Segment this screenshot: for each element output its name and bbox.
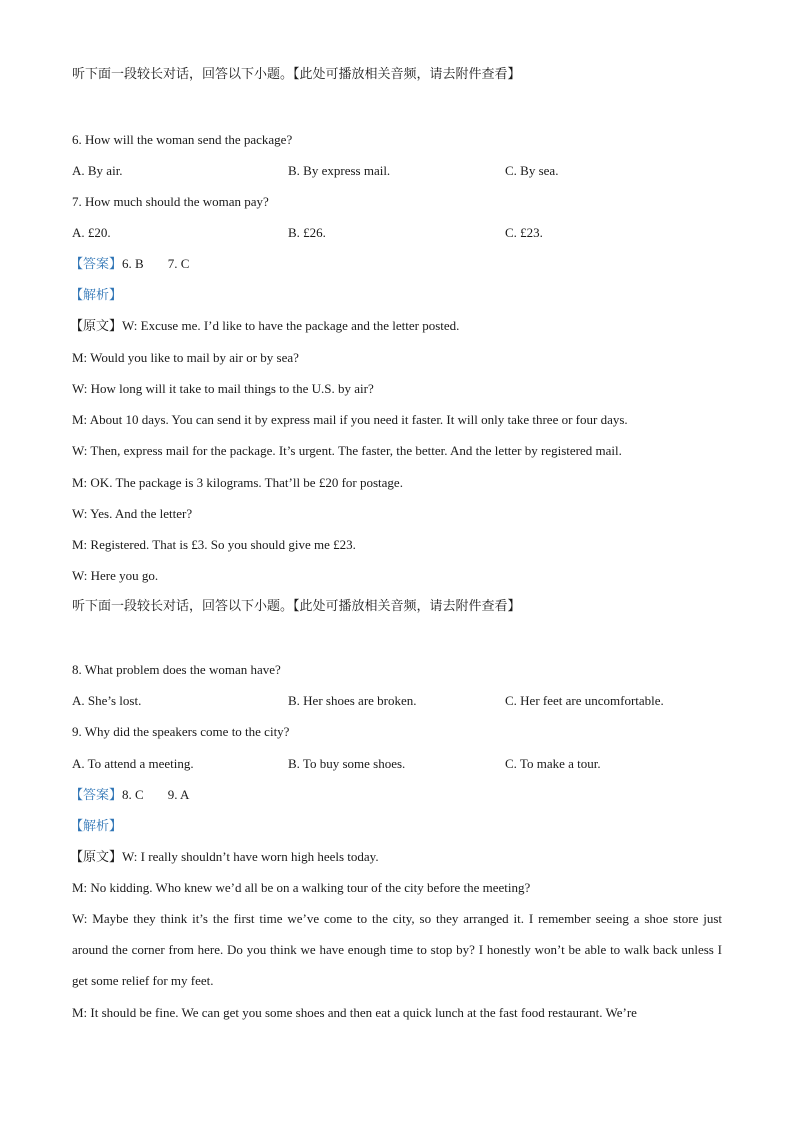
q8-option-a: A. She’s lost. — [72, 693, 142, 708]
answer-line-2 — [70, 787, 189, 804]
q7-option-a: A. £20. — [72, 225, 111, 240]
transcript-1-line-3: M: About 10 days. You can send it by express mail if you need it faster. It will only take three or four days. — [72, 412, 628, 427]
q9-option-c: C. To make a tour. — [505, 756, 601, 771]
transcript-2-paragraph: W: Maybe they think it’s the first time we’ve come to the city, so they arranged it. I remember seeing a shoe store just around the corner from here. Do you think we have enough time to stop by? I honestly won’t be able to walk back unless I get some relief for my feet. — [72, 911, 722, 988]
answer-9: 9. A — [167, 787, 190, 802]
q8-option-b: B. Her shoes are broken. — [288, 693, 417, 708]
answer-line-1 — [70, 256, 189, 273]
q6-option-b: B. By express mail. — [288, 163, 391, 178]
question-7: 7. How much should the woman pay? — [72, 194, 269, 209]
answer-7: 7. C — [167, 256, 190, 271]
transcript-1-line-2: W: How long will it take to mail things to the U.S. by air? — [72, 381, 374, 396]
section2-instruction: 听下面一段较长对话，回答以下小题。【此处可播放相关音频，请去附件查看】 — [72, 599, 521, 614]
answer-tag-2: 【答案】 — [70, 788, 123, 803]
answer-6: 6. B — [122, 256, 144, 271]
question-9: 9. Why did the speakers come to the city? — [72, 724, 290, 739]
transcript-2-first — [70, 849, 379, 866]
transcript-2-line-0: W: I really shouldn’t have worn high heels today. — [122, 849, 379, 864]
question-6: 6. How will the woman send the package? — [72, 132, 293, 147]
transcript-1-line-8: W: Here you go. — [72, 568, 159, 583]
transcript-tag-2: 【原文】 — [70, 850, 123, 865]
section1-instruction: 听下面一段较长对话，回答以下小题。【此处可播放相关音频，请去附件查看】 — [72, 67, 521, 82]
q7-option-b: B. £26. — [288, 225, 326, 240]
transcript-2-line-1: M: No kidding. Who knew we’d all be on a walking tour of the city before the meeting? — [72, 880, 531, 895]
transcript-1-line-5: M: OK. The package is 3 kilograms. That’ll be £20 for postage. — [72, 475, 403, 490]
q9-option-b: B. To buy some shoes. — [288, 756, 406, 771]
analysis-tag: 【解析】 — [70, 288, 123, 303]
q7-option-c: C. £23. — [505, 225, 543, 240]
analysis-line-1 — [70, 287, 122, 304]
transcript-2-line-3: M: It should be fine. We can get you some shoes and then eat a quick lunch at the fast food restaurant. We’re — [72, 1005, 637, 1020]
transcript-1-line-4: W: Then, express mail for the package. It’s urgent. The faster, the better. And the letter by registered mail. — [72, 443, 622, 458]
q8-option-c: C. Her feet are uncomfortable. — [505, 693, 664, 708]
question-8: 8. What problem does the woman have? — [72, 662, 281, 677]
transcript-1-line-7: M: Registered. That is £3. So you should give me £23. — [72, 537, 356, 552]
q9-option-a: A. To attend a meeting. — [72, 756, 194, 771]
transcript-1-line-1: M: Would you like to mail by air or by sea? — [72, 350, 299, 365]
answer-8: 8. C — [122, 787, 144, 802]
transcript-1-line-0: W: Excuse me. I’d like to have the package and the letter posted. — [122, 318, 460, 333]
transcript-1-line-6: W: Yes. And the letter? — [72, 506, 193, 521]
q6-option-c: C. By sea. — [505, 163, 559, 178]
analysis-tag-2: 【解析】 — [70, 819, 123, 834]
analysis-line-2 — [70, 818, 122, 835]
transcript-tag: 【原文】 — [70, 319, 123, 334]
q6-option-a: A. By air. — [72, 163, 123, 178]
answer-tag: 【答案】 — [70, 257, 123, 272]
transcript-1-first — [70, 318, 459, 335]
